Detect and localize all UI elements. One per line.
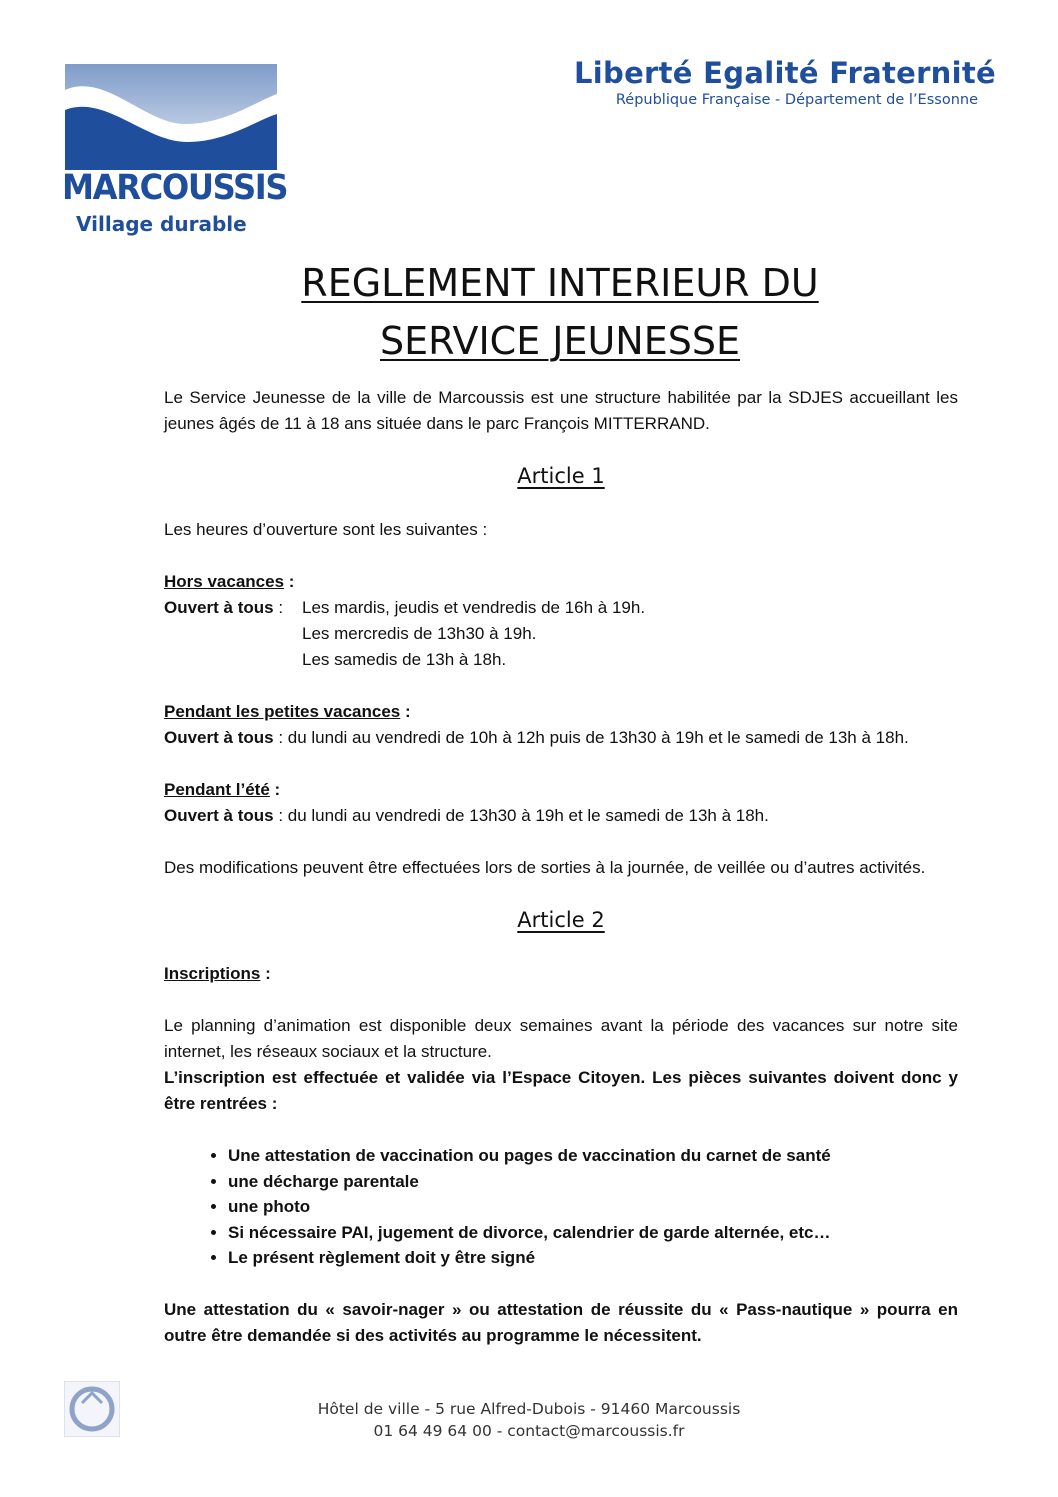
petites-vacances-heading: Pendant les petites vacances : (164, 702, 411, 721)
ete-heading: Pendant l’été : (164, 780, 281, 799)
hors-vacances-schedule (164, 595, 958, 673)
list-item: • une décharge parentale (228, 1169, 958, 1195)
title-line-2: SERVICE JEUNESSE (380, 319, 740, 363)
attestation-paragraph: Une attestation du « savoir-nager » ou attestation de réussite du « Pass-nautique » pourra en outre être demandée si des activités au programme le nécessitent. (164, 1299, 958, 1345)
schedule-line: Les mercredis de 13h30 à 19h. (302, 624, 537, 643)
footer (0, 1398, 1058, 1442)
required-documents-list (164, 1143, 958, 1271)
hors-vacances-title: Hors vacances (164, 572, 285, 591)
article-2-heading: Article 2 (517, 908, 605, 932)
espace-citoyen-paragraph: L’inscription est effectuée et validée via l’Espace Citoyen. Les pièces suivantes doivent donc y être rentrées : (164, 1068, 958, 1113)
motto-sub: République Française - Département de l’Essonne (615, 92, 978, 108)
schedule-line: Les samedis de 13h à 18h. (302, 650, 507, 669)
intro-paragraph: Le Service Jeunesse de la ville de Marcoussis est une structure habilitée par la SDJES accueillant les jeunes âgés de 11 à 18 ans située dans le parc François MITTERRAND. (164, 388, 958, 433)
hors-vacances-colon: : (284, 572, 295, 591)
inscriptions-heading: Inscriptions : (164, 964, 271, 983)
list-item: • une photo (228, 1194, 958, 1220)
logo-name: MARCOUSSIS (62, 168, 288, 208)
title-line-1: REGLEMENT INTERIEUR DU (301, 261, 819, 305)
document-title (0, 254, 1058, 370)
footer-contact: 01 64 49 64 00 - contact@marcoussis.fr (373, 1422, 685, 1440)
petites-vacances-hours: Ouvert à tous : du lundi au vendredi de 10h à 12h puis de 13h30 à 19h et le samedi de 13h à 18h. (164, 728, 909, 747)
article-1-heading: Article 1 (517, 464, 605, 488)
list-item: • Si nécessaire PAI, jugement de divorce, calendrier de garde alternée, etc… (228, 1220, 958, 1246)
opening-hours-intro: Les heures d’ouverture sont les suivantes : (164, 520, 488, 539)
modifications-paragraph: Des modifications peuvent être effectuées lors de sorties à la journée, de veillée ou d’autres activités. (164, 858, 926, 877)
list-item: • Une attestation de vaccination ou pages de vaccination du carnet de santé (228, 1143, 958, 1169)
document-body (164, 385, 958, 1349)
schedule-line: Les mardis, jeudis et vendredis de 16h à 19h. (302, 598, 646, 617)
marcoussis-logo (62, 64, 288, 244)
ete-hours: Ouvert à tous : du lundi au vendredi de 13h30 à 19h et le samedi de 13h à 18h. (164, 806, 769, 825)
planning-paragraph: Le planning d’animation est disponible deux semaines avant la période des vacances sur notre site internet, les réseaux sociaux et la structure. (164, 1016, 958, 1061)
schedule-lines (302, 595, 645, 673)
logo-tagline: Village durable (76, 212, 247, 236)
motto-main: Liberté Egalité Fraternité (574, 56, 996, 90)
hors-vacances-heading (164, 569, 958, 595)
republic-motto (574, 56, 996, 108)
wave-logo-icon (65, 64, 277, 170)
footer-address: Hôtel de ville - 5 rue Alfred-Dubois - 91460 Marcoussis (317, 1400, 741, 1418)
list-item: • Le présent règlement doit y être signé (228, 1245, 958, 1271)
schedule-label: Ouvert à tous : (164, 598, 284, 617)
